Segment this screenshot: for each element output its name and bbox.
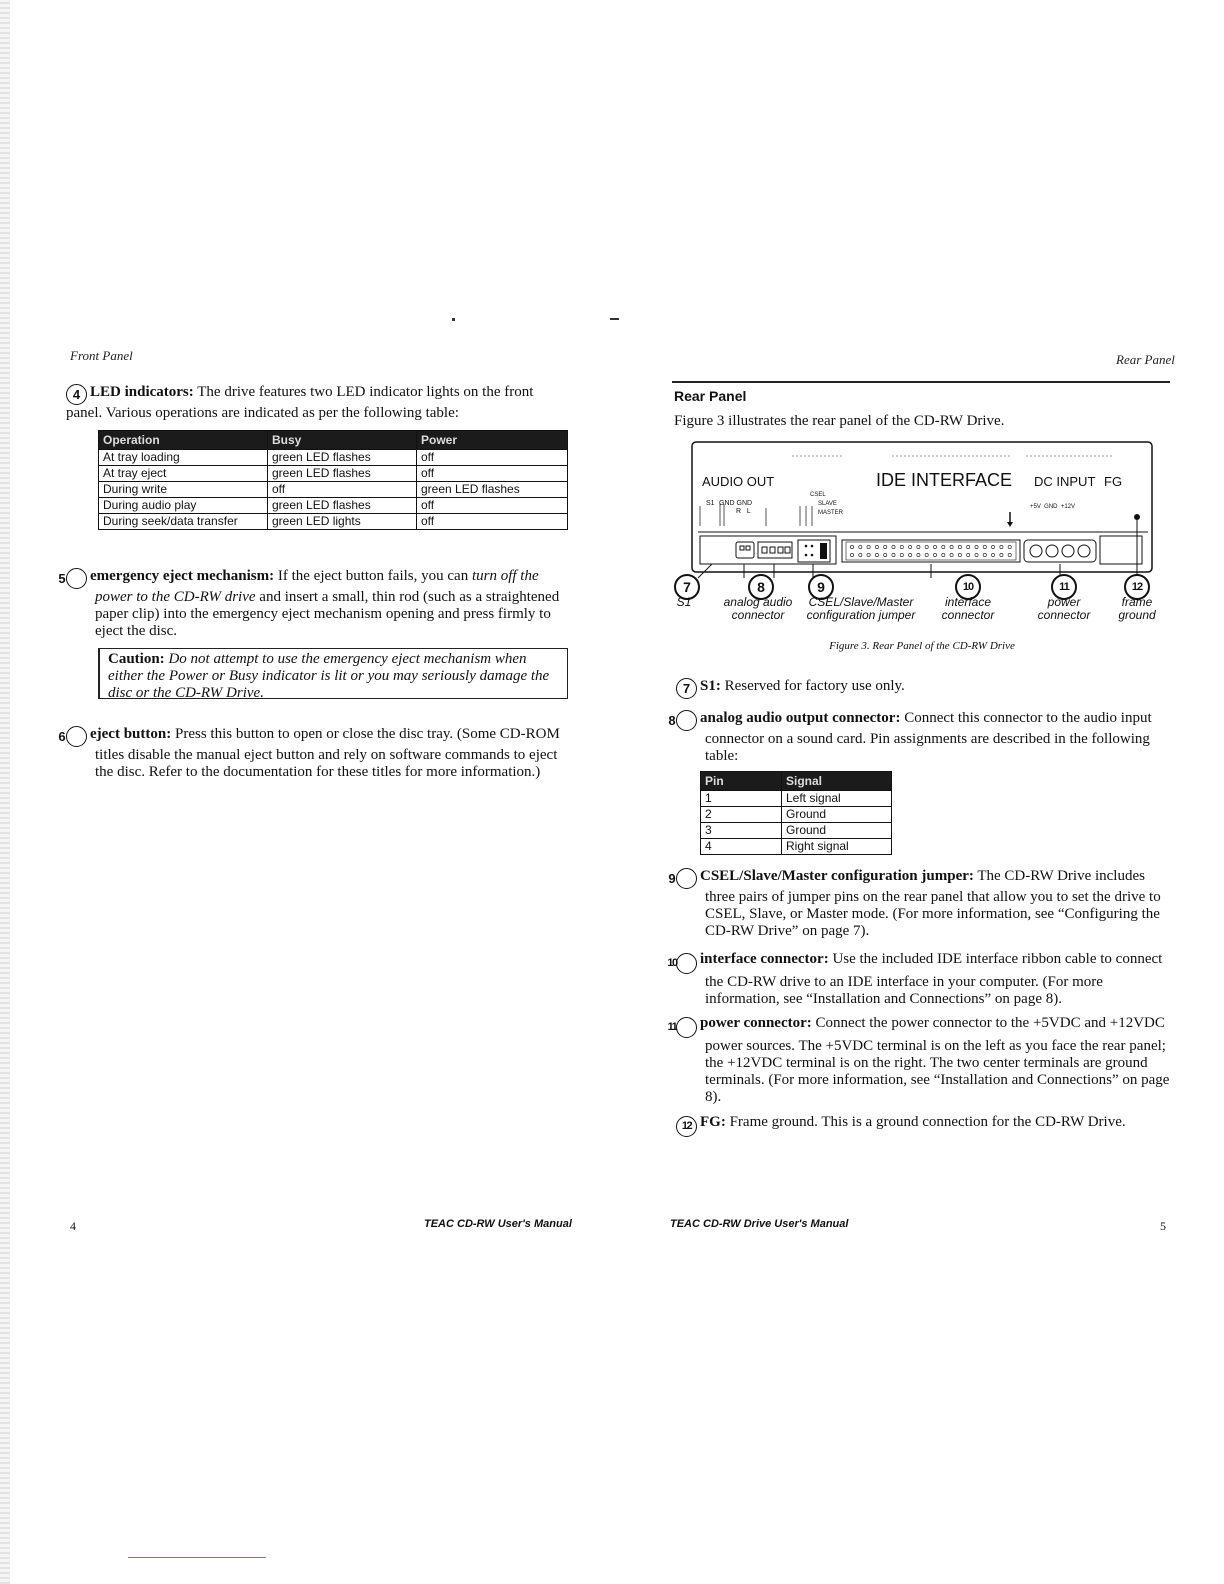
table-cell: Right signal	[782, 839, 892, 855]
ide-pin-icon	[983, 545, 986, 548]
audio-out-label: AUDIO OUT	[702, 474, 775, 489]
ide-pin-icon	[917, 545, 920, 548]
table-cell: During seek/data transfer	[99, 514, 268, 530]
fig-callout-12-icon: 12	[1124, 574, 1150, 600]
scan-mark	[610, 318, 619, 320]
fg-label: FG	[1104, 474, 1123, 489]
scan-dot	[452, 318, 455, 321]
table-cell: 2	[701, 807, 782, 823]
table-cell: green LED lights	[268, 514, 417, 530]
eject-button-paragraph	[58, 726, 566, 781]
led-table	[98, 430, 568, 530]
power-paragraph	[667, 1015, 1170, 1106]
ide-pin-icon	[942, 545, 945, 548]
callout-12-icon: 12	[676, 1116, 697, 1137]
table-cell: off	[268, 482, 417, 498]
table-cell: 1	[701, 791, 782, 807]
analog-title: analog audio output connector:	[700, 710, 901, 726]
caution-label: Caution:	[108, 651, 165, 667]
ide-pin-icon	[967, 545, 970, 548]
ide-pin-icon	[992, 545, 995, 548]
led-header-operation: Operation	[99, 431, 268, 450]
ide-pin-icon	[1008, 553, 1011, 556]
led-header-power: Power	[417, 431, 568, 450]
callout-6-icon: 6	[66, 726, 87, 747]
fig-callout-9-icon: 9	[808, 574, 834, 600]
interface-text: Use the included IDE interface ribbon cable to connect the CD-RW drive to an IDE interface in your computer. (For more information, see “Installation and Connections” on page 8).	[705, 951, 1163, 1007]
table-row	[701, 823, 892, 839]
right-footer: TEAC CD-RW Drive User's Manual	[670, 1218, 849, 1230]
caution-text: Do not attempt to use the emergency eject mechanism when either the Power or Busy indicator is lit or you may seriously damage the disc or the CD-RW Drive.	[108, 651, 550, 701]
fig-callout-7-icon: 7	[674, 574, 700, 600]
table-cell: off	[417, 466, 568, 482]
emergency-text-italic: turn off the power to the CD-RW drive	[95, 568, 539, 605]
right-page-number: 5	[1160, 1219, 1166, 1233]
left-footer: TEAC CD-RW User's Manual	[424, 1218, 572, 1230]
fig-label-s1: S1	[676, 595, 692, 609]
rl-label: R L	[736, 508, 751, 515]
ide-pin-icon	[917, 553, 920, 556]
table-row	[99, 498, 568, 514]
ide-pin-icon	[925, 545, 928, 548]
slave-label: SLAVE	[818, 501, 837, 507]
pin-table-header-row	[701, 772, 892, 791]
ide-pin-icon	[850, 553, 853, 556]
ide-pin-icon	[892, 553, 895, 556]
table-cell: green LED flashes	[268, 498, 417, 514]
table-row	[701, 791, 892, 807]
ide-pin-icon	[983, 553, 986, 556]
caution-box	[98, 648, 568, 699]
ide-pin-icon	[859, 545, 862, 548]
fig-callout-10-icon: 10	[955, 574, 981, 600]
ide-pin-icon	[867, 545, 870, 548]
eject-title: eject button:	[90, 726, 172, 742]
gnd-label: GND GND	[719, 500, 753, 507]
ide-pin-icon	[958, 553, 961, 556]
led-header-busy: Busy	[268, 431, 417, 450]
power-pins-label: +5V GND +12V	[1030, 504, 1076, 510]
ide-pin-icon	[958, 545, 961, 548]
table-cell: green LED flashes	[417, 482, 568, 498]
table-cell: Ground	[782, 807, 892, 823]
table-cell: At tray eject	[99, 466, 268, 482]
s1-paragraph	[676, 678, 1170, 699]
led-indicators-paragraph	[66, 384, 566, 422]
fig-label-frame-ground: frame ground	[1118, 595, 1156, 622]
pin-header-signal: Signal	[782, 772, 892, 791]
led-table-header-row	[99, 431, 568, 450]
figure-caption: Figure 3. Rear Panel of the CD-RW Drive	[829, 640, 1015, 652]
table-cell: During write	[99, 482, 268, 498]
table-cell: off	[417, 514, 568, 530]
section-title: Rear Panel	[674, 388, 747, 404]
ide-pin-icon	[909, 545, 912, 548]
ide-pin-icon	[933, 545, 936, 548]
power-text: Connect the power connector to the +5VDC and +12VDC power sources. The +5VDC terminal is on the left as you face the rear panel; the +12VDC terminal is on the right. The two center terminals are ground terminals. (For more information, see “Installation and Connections” on page 8).	[705, 1015, 1170, 1105]
table-row	[99, 450, 568, 466]
dc-input-label: DC INPUT	[1034, 474, 1096, 489]
table-row	[701, 839, 892, 855]
ide-pin-icon	[1008, 545, 1011, 548]
table-cell: 4	[701, 839, 782, 855]
table-row	[99, 482, 568, 498]
callout-7-icon: 7	[676, 678, 697, 699]
table-cell: green LED flashes	[268, 450, 417, 466]
emergency-text-a: If the eject button fails, you can	[277, 568, 469, 584]
led-text: The drive features two LED indicator lights on the front panel. Various operations are indicated as per the following table:	[66, 384, 534, 421]
power-title: power connector:	[700, 1015, 812, 1031]
pin-table	[700, 771, 892, 855]
section-rule	[672, 381, 1170, 383]
fg-paragraph	[676, 1114, 1170, 1137]
table-row	[99, 466, 568, 482]
table-cell: off	[417, 450, 568, 466]
fig-label-analog-audio: analog audio connector	[723, 595, 793, 622]
ide-pin-icon	[884, 545, 887, 548]
interface-title: interface connector:	[700, 951, 829, 967]
table-cell: off	[417, 498, 568, 514]
led-title: LED indicators:	[90, 384, 194, 400]
ide-pin-icon	[975, 545, 978, 548]
ide-pin-icon	[933, 553, 936, 556]
ide-pin-icon	[992, 553, 995, 556]
ide-pin-icon	[892, 545, 895, 548]
fig-callout-8-icon: 8	[748, 574, 774, 600]
ide-pin-icon	[942, 553, 945, 556]
rear-panel-figure	[672, 436, 1172, 656]
csel-title: CSEL/Slave/Master configuration jumper:	[700, 868, 974, 884]
fig-label-interface: interface connector	[941, 595, 995, 622]
ide-pin-icon	[950, 553, 953, 556]
ide-pin-icon	[867, 553, 870, 556]
fig-label-power: power connector	[1037, 595, 1091, 622]
callout-11-icon: 11	[676, 1017, 697, 1038]
csel-text: The CD-RW Drive includes three pairs of jumper pins on the rear panel that allow you to set the drive to CSEL, Slave, or Master mode. (For more information, see “Configuring the CD-RW Drive” on page 7).	[705, 868, 1161, 939]
emergency-title: emergency eject mechanism:	[90, 568, 275, 584]
ide-pin-icon	[950, 545, 953, 548]
ide-pin-icon	[884, 553, 887, 556]
scan-edge	[0, 0, 10, 1584]
ide-pin-icon	[909, 553, 912, 556]
fg-title: FG:	[700, 1114, 726, 1130]
analog-text: Connect this connector to the audio input connector on a sound card. Pin assignments are described in the following table:	[705, 710, 1152, 764]
eject-text: Press this button to open or close the disc tray. (Some CD-ROM titles disable the manual eject button and rely on software commands to eject the disc. Refer to the documentation for these titles for more information.)	[95, 726, 560, 780]
callout-4-icon: 4	[66, 384, 87, 405]
pin-header-pin: Pin	[701, 772, 782, 791]
right-running-header: Rear Panel	[1116, 352, 1175, 367]
table-cell: Ground	[782, 823, 892, 839]
csel-label: CSEL	[810, 492, 826, 498]
callout-5-icon: 5	[66, 568, 87, 589]
interface-paragraph	[667, 951, 1170, 1008]
fig-callout-11-icon: 11	[1051, 574, 1077, 600]
left-page-number: 4	[70, 1219, 76, 1233]
rear-intro: Figure 3 illustrates the rear panel of the CD-RW Drive.	[674, 413, 1005, 429]
ide-pin-icon	[900, 545, 903, 548]
ide-pin-icon	[900, 553, 903, 556]
ide-pin-icon	[967, 553, 970, 556]
ide-interface-label: IDE INTERFACE	[876, 470, 1013, 490]
ide-pin-icon	[1000, 553, 1003, 556]
ide-pin-icon	[875, 545, 878, 548]
ide-pin-icon	[859, 553, 862, 556]
callout-8-icon: 8	[676, 710, 697, 731]
table-row	[701, 807, 892, 823]
master-label: MASTER	[818, 510, 844, 516]
table-cell: 3	[701, 823, 782, 839]
ide-pin-icon	[925, 553, 928, 556]
ide-pin-icon	[1000, 545, 1003, 548]
ide-pin-icon	[850, 545, 853, 548]
fig-label-csel-jumper: CSEL/Slave/Master configuration jumper	[806, 595, 916, 622]
table-cell: At tray loading	[99, 450, 268, 466]
analog-audio-paragraph	[668, 710, 1170, 765]
table-row	[99, 514, 568, 530]
callout-9-icon: 9	[676, 868, 697, 889]
s1-text: Reserved for factory use only.	[724, 678, 905, 694]
left-running-header: Front Panel	[70, 348, 133, 363]
csel-paragraph	[668, 868, 1170, 940]
fg-text: Frame ground. This is a ground connection for the CD-RW Drive.	[729, 1114, 1126, 1130]
table-cell: Left signal	[782, 791, 892, 807]
table-cell: green LED flashes	[268, 466, 417, 482]
s1-title: S1:	[700, 678, 721, 694]
table-cell: During audio play	[99, 498, 268, 514]
ide-pin-icon	[875, 553, 878, 556]
emergency-eject-paragraph	[58, 568, 566, 640]
callout-10-icon: 10	[676, 953, 697, 974]
s1-pin-label: S1	[706, 500, 715, 507]
emergency-text-b: and insert a small, thin rod (such as a straightened paper clip) into the emergency eject mechanism opening and press firmly to eject the disc.	[95, 589, 560, 639]
scan-link-underline	[128, 1557, 266, 1558]
ide-pin-icon	[975, 553, 978, 556]
